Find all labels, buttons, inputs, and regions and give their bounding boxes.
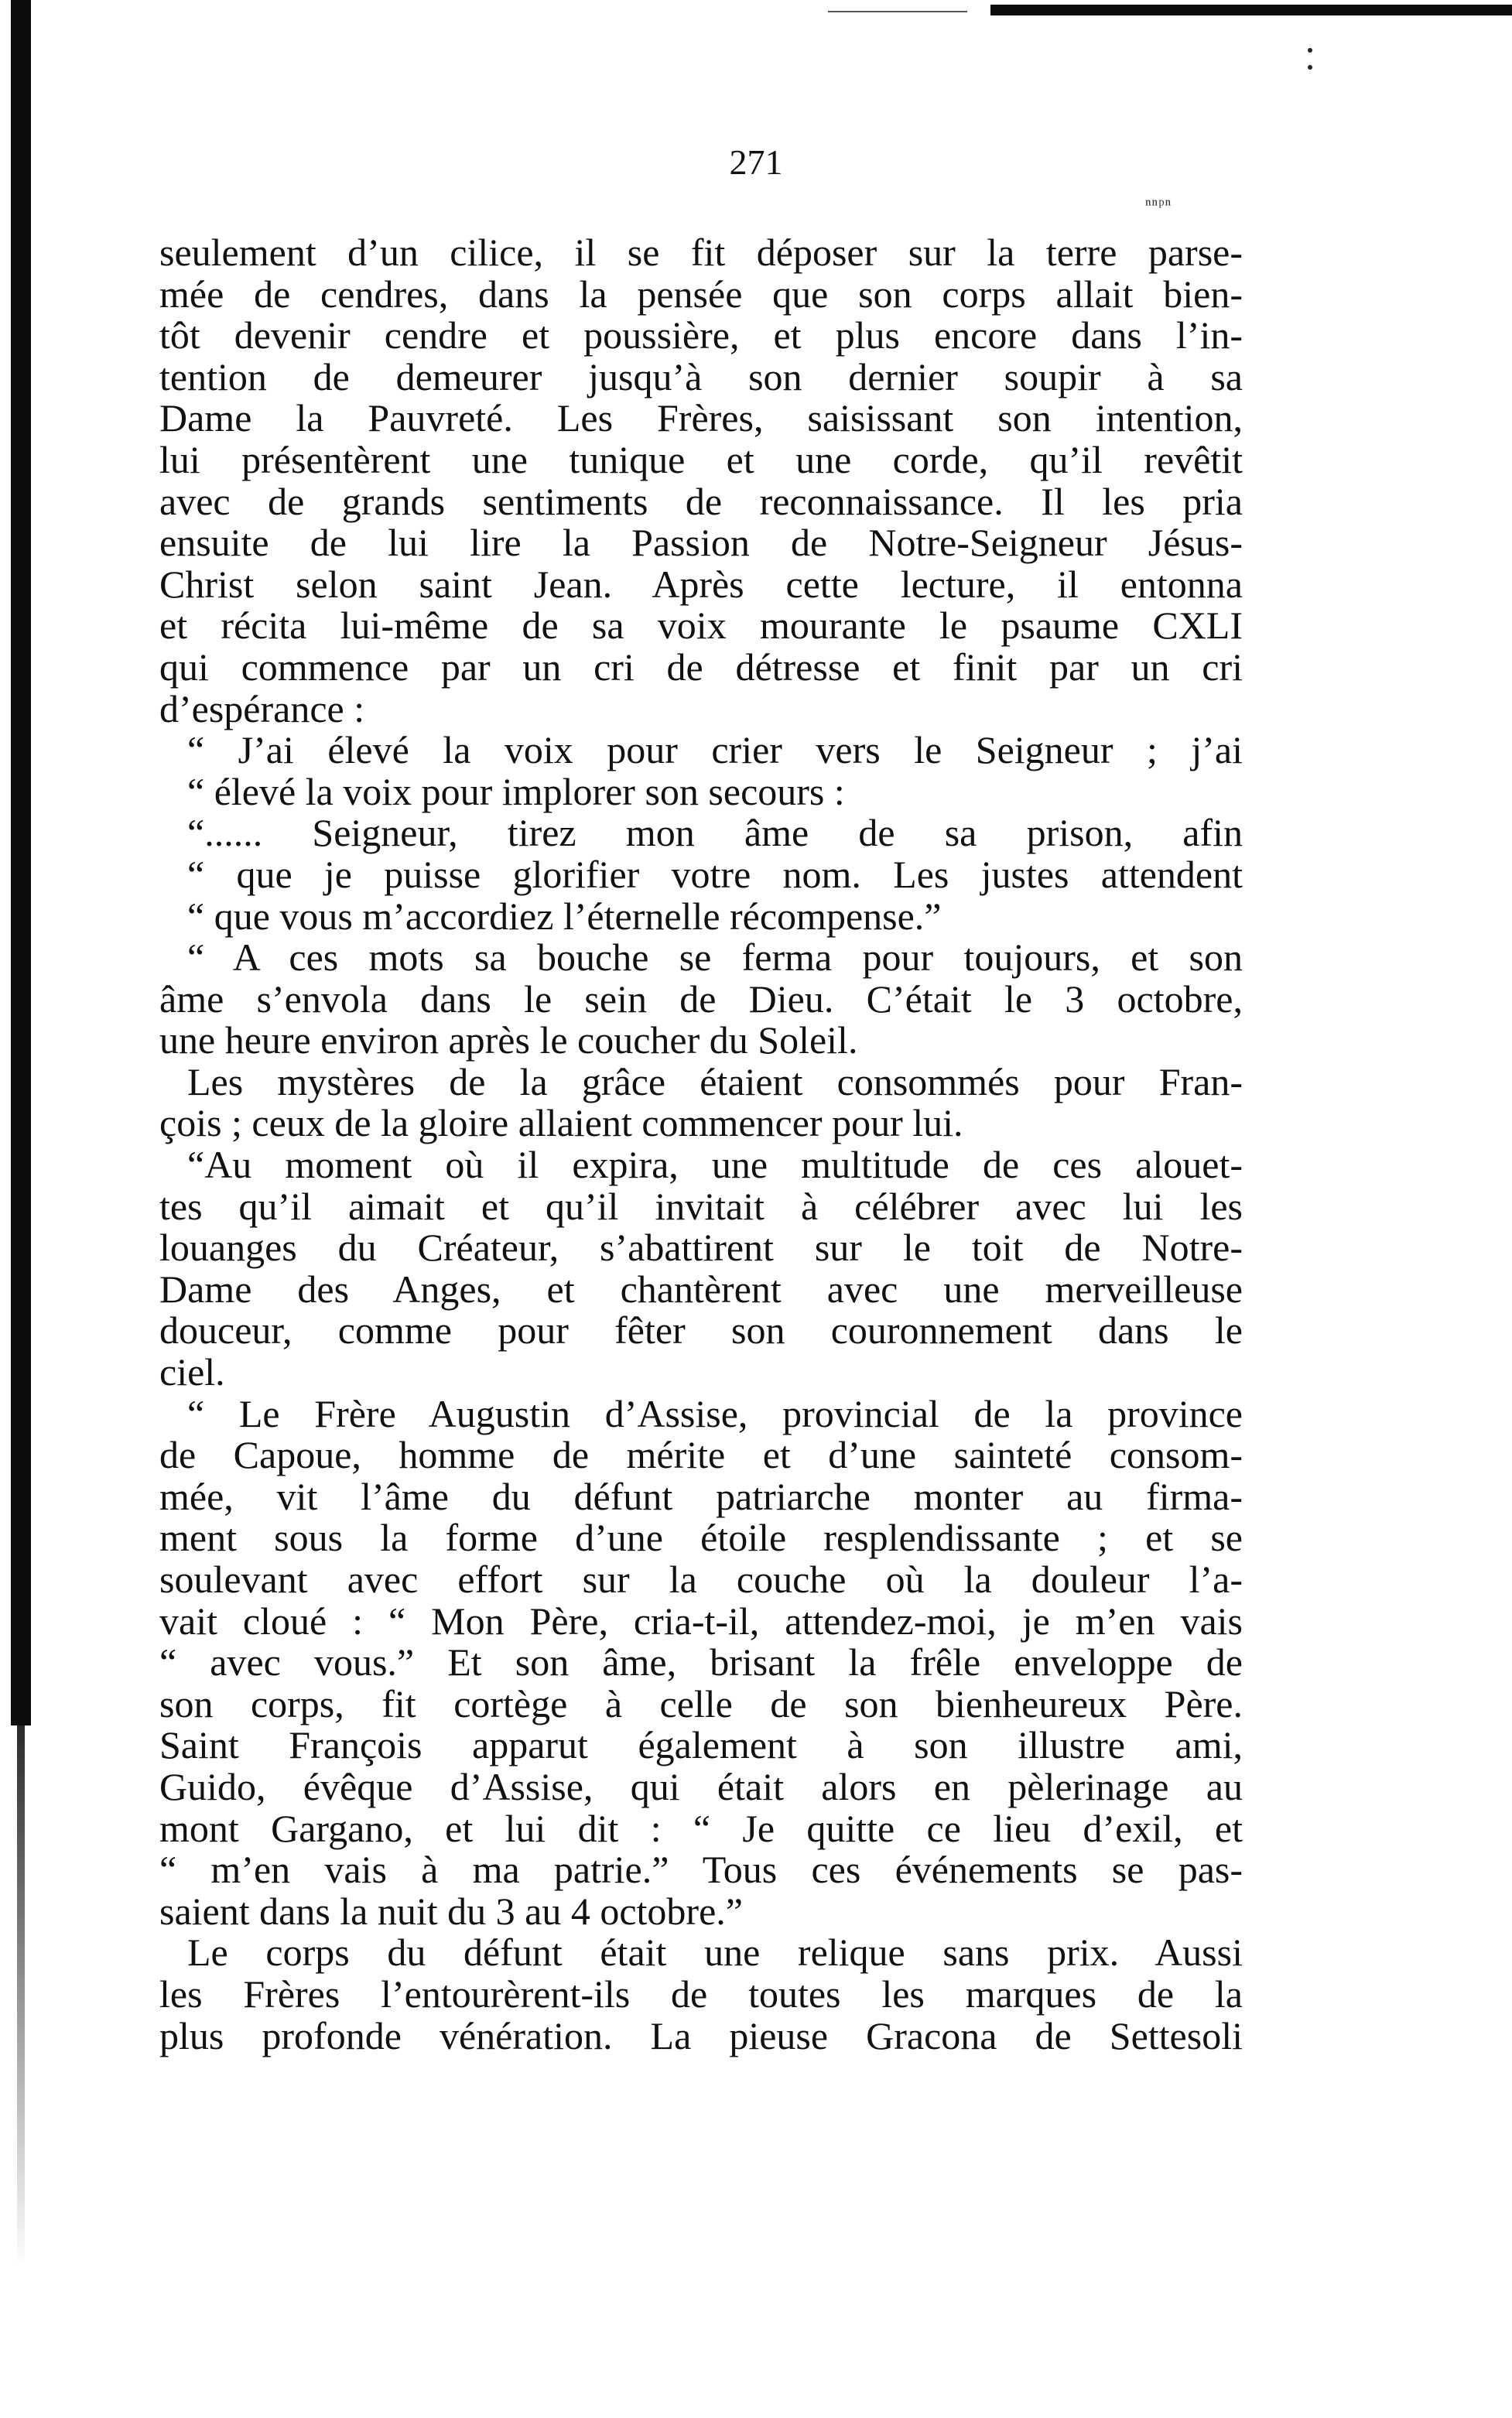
text-line: louanges du Créateur, s’abattirent sur le toit de Notre- <box>159 1226 1243 1270</box>
scan-speck <box>1308 65 1312 70</box>
text-line: douceur, comme pour fêter son couronnement dans le <box>159 1308 1243 1353</box>
text-line: ment sous la forme d’une étoile resplendissante ; et se <box>159 1516 1243 1560</box>
text-line: plus profonde vénération. La pieuse Gracona de Settesoli <box>159 2013 1243 2057</box>
text-line: Guido, évêque d’Assise, qui était alors en pèlerinage au <box>159 1764 1243 1808</box>
text-line: son corps, fit cortège à celle de son bienheureux Père. <box>159 1681 1243 1725</box>
text-line: “ A ces mots sa bouche se ferma pour toujours, et son <box>187 935 1243 980</box>
text-line: “...... Seigneur, tirez mon âme de sa prison, afin <box>187 811 1243 855</box>
text-line: d’espérance : <box>159 686 365 730</box>
text-line: “ J’ai élevé la voix pour crier vers le Seigneur ; j’ai <box>187 728 1243 772</box>
text-line: Christ selon saint Jean. Après cette lecture, il entonna <box>159 562 1243 606</box>
text-line: tention de demeurer jusqu’à son dernier soupir à sa <box>159 354 1243 398</box>
scan-top-border <box>990 5 1512 15</box>
text-line: seulement d’un cilice, il se fit déposer sur la terre parse- <box>159 231 1243 274</box>
text-line: qui commence par un cri de détresse et finit par un cri <box>159 645 1243 689</box>
text-line: “Au moment où il expira, une multitude de ces alouet- <box>187 1143 1243 1187</box>
page-number: 271 <box>729 142 783 182</box>
text-line: Saint François apparut également à son illustre ami, <box>159 1723 1243 1767</box>
text-line: “ élevé la voix pour implorer son secours : <box>187 769 845 813</box>
text-line: Dame des Anges, et chantèrent avec une merveilleuse <box>159 1267 1243 1311</box>
text-line: soulevant avec effort sur la couche où la douleur l’a- <box>159 1558 1243 1601</box>
text-line: “ que vous m’accordiez l’éternelle récompense.” <box>187 894 942 938</box>
text-line: vait cloué : “ Mon Père, cria-t-il, attendez-moi, je m’en vais <box>159 1599 1243 1643</box>
corner-mark: ⁿⁿᵖⁿ <box>1145 195 1172 215</box>
text-line: les Frères l’entourèrent-ils de toutes les marques de la <box>159 1972 1243 2016</box>
text-line: et récita lui-même de sa voix mourante le psaume CXLI <box>159 604 1243 648</box>
text-line: “ m’en vais à ma patrie.” Tous ces événements se pas- <box>159 1848 1243 1892</box>
text-line: “ que je puisse glorifier votre nom. Les justes attendent <box>187 852 1243 896</box>
scan-left-border <box>11 0 31 1725</box>
scan-speck <box>1308 48 1312 53</box>
text-line: ensuite de lui lire la Passion de Notre-Seigneur Jésus- <box>159 521 1243 565</box>
text-line: mont Gargano, et lui dit : “ Je quitte ce lieu d’exil, et <box>159 1806 1243 1850</box>
scan-top-speck <box>828 11 967 12</box>
text-line: Les mystères de la grâce étaient consommés pour Fran- <box>187 1059 1243 1103</box>
text-line: de Capoue, homme de mérite et d’une sainteté consom- <box>159 1433 1243 1477</box>
text-line: âme s’envola dans le sein de Dieu. C’était le 3 octobre, <box>159 976 1243 1021</box>
scan-left-border-fade <box>17 1725 25 2267</box>
text-line: ciel. <box>159 1350 225 1394</box>
text-line: tes qu’il aimait et qu’il invitait à célébrer avec lui les <box>159 1184 1243 1228</box>
text-line: une heure environ après le coucher du Soleil. <box>159 1018 858 1062</box>
text-line: saient dans la nuit du 3 au 4 octobre.” <box>159 1889 743 1933</box>
body-text <box>159 232 1243 2057</box>
text-line: “ avec vous.” Et son âme, brisant la frêle enveloppe de <box>159 1640 1243 1684</box>
text-line: Dame la Pauvreté. Les Frères, saisissant son intention, <box>159 396 1243 440</box>
text-line: lui présentèrent une tunique et une corde, qu’il revêtit <box>159 437 1243 481</box>
text-line: mée, vit l’âme du défunt patriarche monter au firma- <box>159 1474 1243 1518</box>
text-line: çois ; ceux de la gloire allaient commencer pour lui. <box>159 1101 963 1145</box>
text-line: Le corps du défunt était une relique sans prix. Aussi <box>187 1931 1243 1975</box>
text-line: mée de cendres, dans la pensée que son corps allait bien- <box>159 272 1243 316</box>
text-line: “ Le Frère Augustin d’Assise, provincial de la province <box>187 1391 1243 1435</box>
text-line: avec de grands sentiments de reconnaissance. Il les pria <box>159 479 1243 523</box>
text-line: tôt devenir cendre et poussière, et plus encore dans l’in- <box>159 313 1243 357</box>
